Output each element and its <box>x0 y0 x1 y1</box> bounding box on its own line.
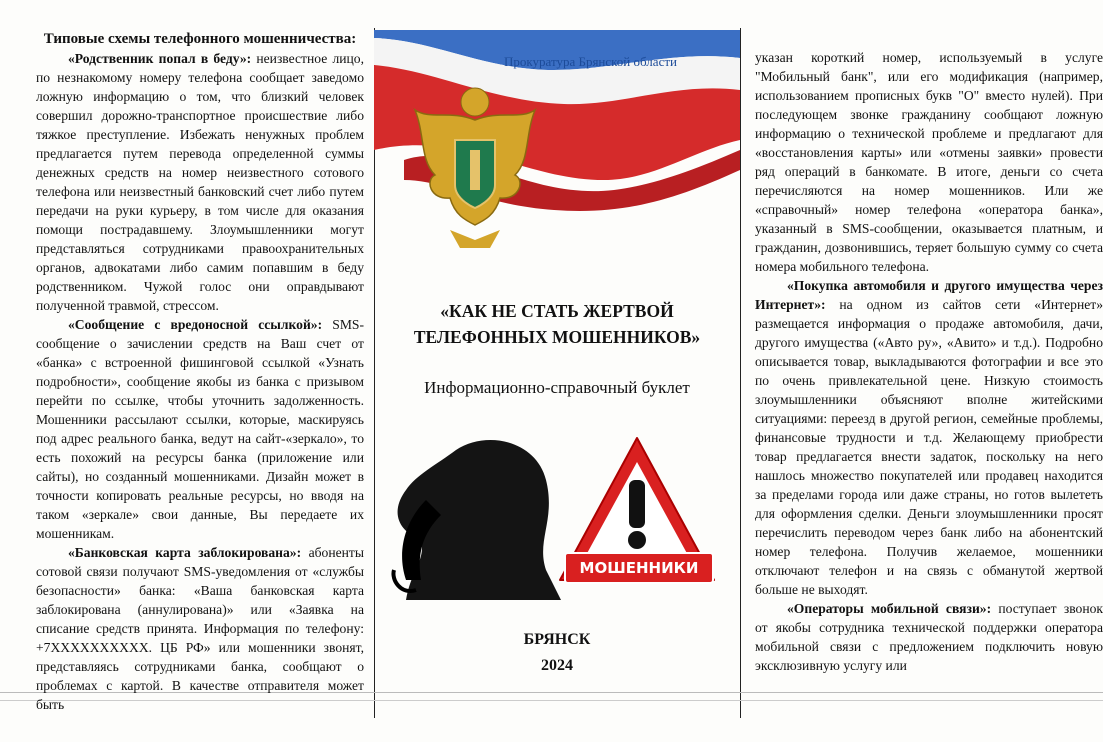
city: БРЯНСК <box>523 631 591 648</box>
scheme-malicious-link <box>36 315 364 543</box>
scheme-relative-in-trouble <box>36 49 364 315</box>
scheme-text: абоненты сотовой связи получают SMS-уведомления от «службы безопасности» банка: «Ваша банковская карта заблокирована (аннулирована)» или «Заявка на списание средств принята. Информация по телефону: +7ХХХХХХХХХХ. ЦБ РФ» или мошенники звонят, представляясь сотрудниками банка, сообщают о проблемах с картой. В качестве отправителя может быть <box>36 545 364 712</box>
booklet-subtitle: Информационно-справочный буклет <box>424 378 690 397</box>
scheme-card-blocked-cont: указан короткий номер, используемый в услуге "Мобильный банк", или его модификация (например, использованием прописных букв "О" вместо нулей). При последующем звонке гражданину сообщают ложную информацию о технической проблеме и предлагают для «восстановления карты» или «отмены заявки» провести ряд операций в банкомате. В итоге, деньги со счета перечисляются на номер мошенников. Или же «справочный» номер телефона «оператора банка», указанный в SMS-сообщении, оказывается платным, и гражданин, дозвонившись, теряет большую сумму со счета номера мобильного телефона. <box>755 50 1103 274</box>
scheme-text: на одном из сайтов сети «Интернет» размещается информация о продаже автомобиля, дачи, другого имущества («Авто ру», «Авито» и т.д.). Подробно описывается товар, выкладываются фотографии и все это по очень привлекательной цене. Низкую стоимость злоумышленники объясняют вполне житейскими ситуациями: переезд в другой регион, семейные проблемы, финансовые трудности и т.д. Желающему приобрести товар предлагается внести задаток, поскольку на него нашлось множество покупателей или продавец находится за пределами города или даже страны, но готов вылететь для оформления сделки. Деньги злоумышленники просят перечислить переводом через банк либо на абонентский номер телефона. Получив желаемое, мошенники отключают телефон и на связь с обманутой жертвой больше не выходят. <box>755 297 1103 597</box>
city-year <box>374 627 740 679</box>
scheme-text: SMS-сообщение о зачислении средств на Ваш счет от «банка» с встроенной фишинговой ссылкой «Узнать подробности», сообщение якобы из банка с призывом перейти по ссылке, чтобы уточнить задолженность. Мошенники рассылают ссылки, которые, маскируясь под адрес реального банка, ведут на сайт-«зеркало», то есть похожий на ресурсы банка (приложение или сайты), но созданный мошенниками. Дизайн может в точности копировать реальные ресурсы, но вводя на таком «зеркале» свои данные, Вы передаете их мошенникам. <box>36 317 364 541</box>
scheme-title: «Банковская карта заблокирована»: <box>68 545 302 560</box>
cover-column <box>374 0 740 742</box>
right-column <box>740 0 1103 742</box>
scheme-text: неизвестное лицо, по незнакомому номеру телефона сообщает заведомо ложную информацию о том, что близкий человек совершил дорожно-транспортное происшествие либо тяжкое преступление. Избежать ненужных проблем предлагается путем перевода определенной суммы денежных средств на номер неизвестного сотового телефона или неизвестный банковский счет либо путем передачи на руки курьеру, в том числе для оказания помощи пострадавшему. Злоумышленники могут представляться сотрудниками правоохранительных органов, адвокатами либо самим попавшим в беду родственником. Чужой голос они оправдывают полученной травмой, стрессом. <box>36 51 364 313</box>
prosecutor-emblem-icon <box>410 80 540 250</box>
scheme-title: «Покупка автомобиля и другого имущества через Интернет»: <box>755 278 1103 312</box>
scheme-internet-purchase <box>755 276 1103 599</box>
scheme-card-blocked <box>36 543 364 714</box>
year: 2024 <box>541 657 573 674</box>
scheme-mobile-operators <box>755 599 1103 675</box>
scheme-title: «Родственник попал в беду»: <box>68 51 252 66</box>
left-column <box>0 0 374 742</box>
warning-sign-label: МОШЕННИКИ <box>564 552 714 584</box>
scheme-title: «Операторы мобильной связи»: <box>787 601 992 616</box>
title-line: ТЕЛЕФОННЫХ МОШЕННИКОВ» <box>413 327 701 347</box>
title-line: «КАК НЕ СТАТЬ ЖЕРТВОЙ <box>440 301 674 321</box>
organization-name: Прокуратура Брянской области <box>504 54 677 69</box>
scheme-text: поступает звонок от якобы сотрудника технической поддержки оператора мобильной связи с предложением подключить новую эксклюзивную услугу или <box>755 601 1103 673</box>
left-heading: Типовые схемы телефонного мошенничества: <box>43 31 357 47</box>
booklet-title <box>374 298 740 350</box>
scheme-title: «Сообщение с вредоносной ссылкой»: <box>68 317 323 332</box>
